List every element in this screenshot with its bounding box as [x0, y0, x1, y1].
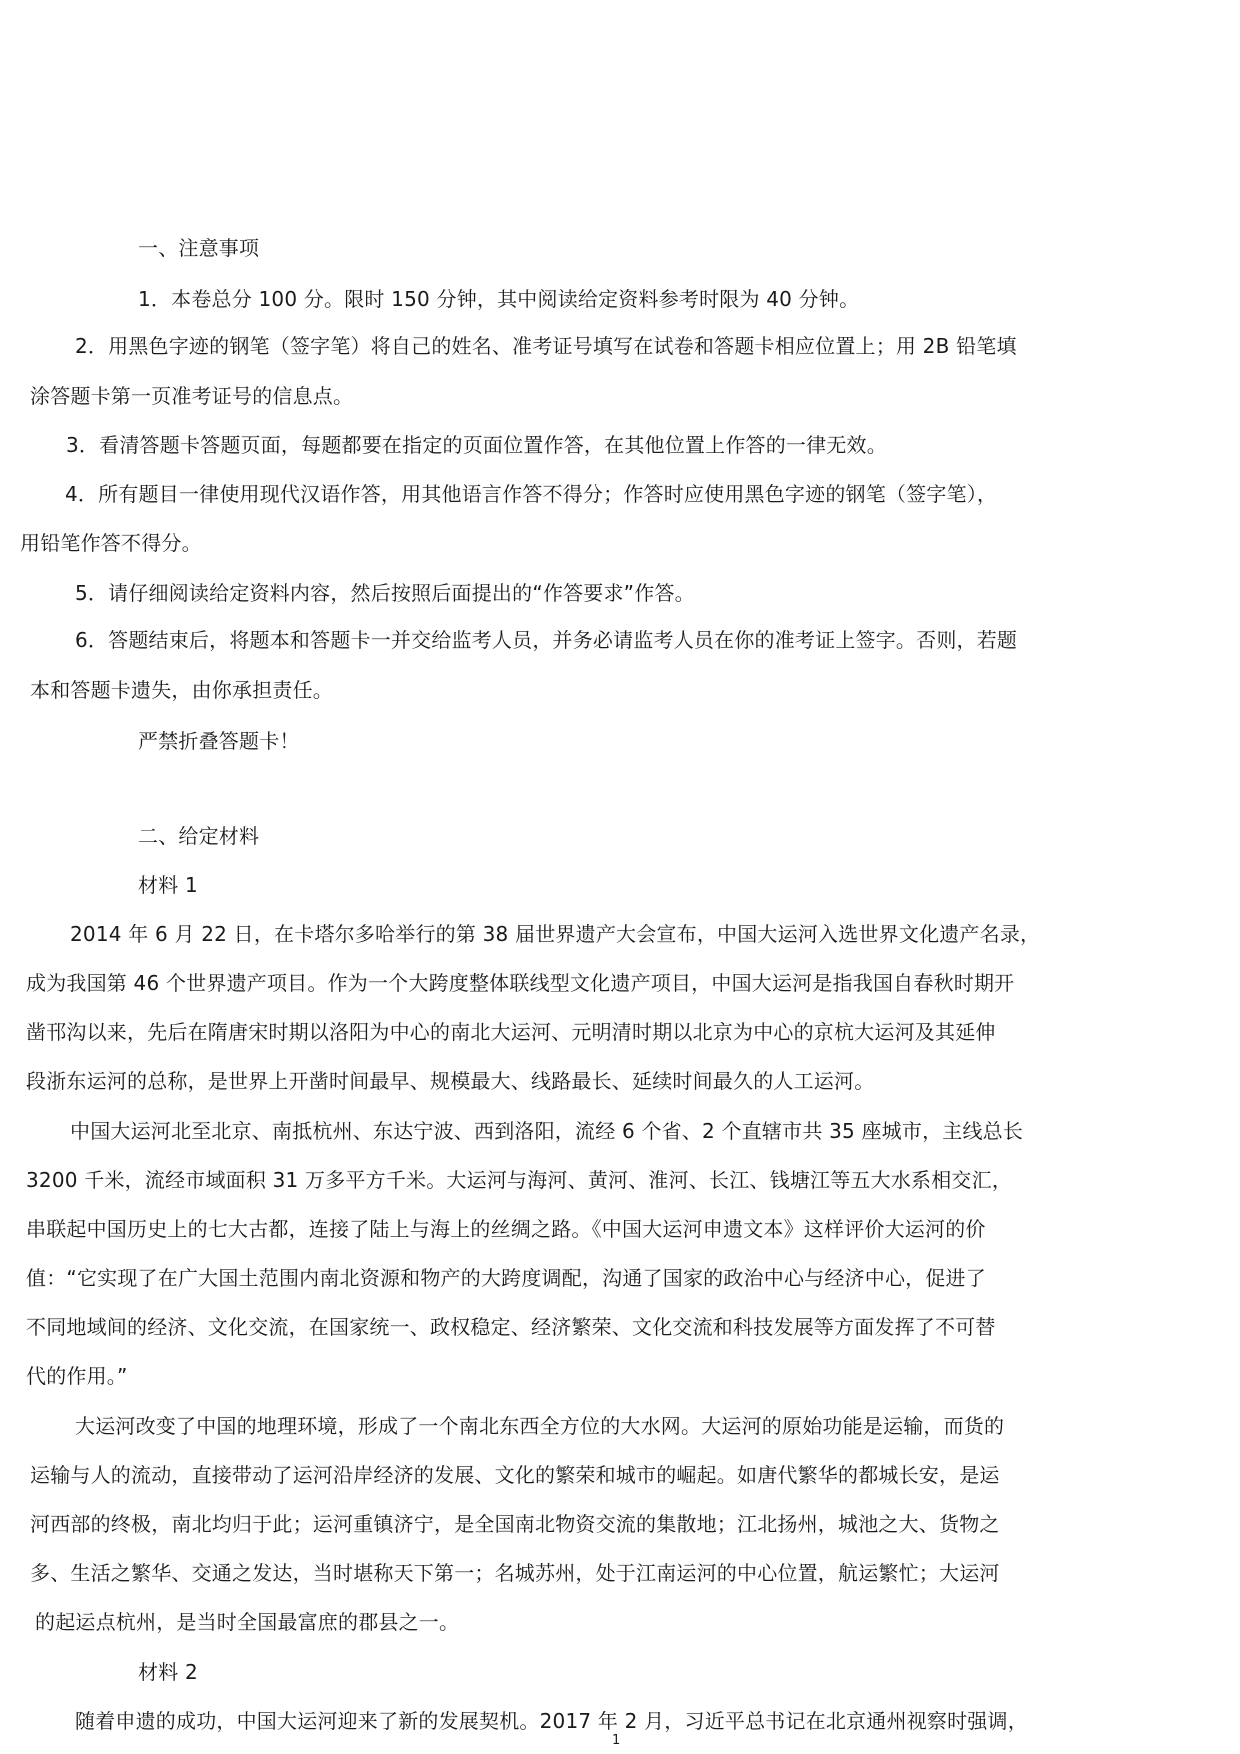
- notice-item-4: 4．所有题目一律使用现代汉语作答，用其他语言作答不得分；作答时应使用黑色字迹的钢笔（签字笔），: [65, 482, 998, 506]
- material-1-line: 多、生活之繁华、交通之发达，当时堪称天下第一；名城苏州，处于江南运河的中心位置，航运繁忙；大运河: [30, 1561, 1000, 1585]
- material-1-line: 大运河改变了中国的地理环境，形成了一个南北东西全方位的大水网。大运河的原始功能是运输，而货的: [75, 1414, 1005, 1438]
- notice-warning: 严禁折叠答题卡！: [138, 729, 300, 753]
- notice-heading: 一、注意事项: [138, 236, 260, 260]
- notice-item-2-cont: 涂答题卡第一页准考证号的信息点。: [30, 384, 354, 408]
- materials-heading: 二、给定材料: [138, 824, 260, 848]
- notice-item-5: 5．请仔细阅读给定资料内容，然后按照后面提出的“作答要求”作答。: [75, 581, 695, 605]
- notice-item-4-cont: 用铅笔作答不得分。: [20, 531, 202, 555]
- material-1-line: 的起运点杭州，是当时全国最富庶的郡县之一。: [35, 1610, 460, 1634]
- material-1-line: 不同地域间的经济、文化交流，在国家统一、政权稳定、经济繁荣、文化交流和科技发展等方面发挥了不可替: [26, 1315, 996, 1339]
- material-1-title: 材料 1: [138, 873, 198, 897]
- notice-item-3: 3．看清答题卡答题页面，每题都要在指定的页面位置作答，在其他位置上作答的一律无效。: [66, 433, 887, 457]
- material-1-line: 值：“它实现了在广大国土范围内南北资源和物产的大跨度调配，沟通了国家的政治中心与经济中心，促进了: [26, 1266, 986, 1290]
- material-1-line: 3200 千米，流经市域面积 31 万多平方千米。大运河与海河、黄河、淮河、长江、钱塘江等五大水系相交汇，: [26, 1168, 1013, 1192]
- material-1-line: 河西部的终极，南北均归于此；运河重镇济宁，是全国南北物资交流的集散地；江北扬州，城池之大、货物之: [30, 1512, 1000, 1536]
- material-1-line: 成为我国第 46 个世界遗产项目。作为一个大跨度整体联线型文化遗产项目，中国大运河是指我国自春秋时期开: [26, 971, 1015, 995]
- material-1-line: 凿邗沟以来，先后在隋唐宋时期以洛阳为中心的南北大运河、元明清时期以北京为中心的京杭大运河及其延伸: [26, 1020, 996, 1044]
- material-1-line: 代的作用。”: [26, 1364, 128, 1388]
- notice-item-6-cont: 本和答题卡遗失，由你承担责任。: [30, 678, 333, 702]
- notice-item-2: 2．用黑色字迹的钢笔（签字笔）将自己的姓名、准考证号填写在试卷和答题卡相应位置上；用 2B 铅笔填: [75, 334, 1017, 358]
- material-2-title: 材料 2: [138, 1660, 198, 1684]
- notice-item-6: 6．答题结束后，将题本和答题卡一并交给监考人员，并务必请监考人员在你的准考证上签字。否则，若题: [75, 628, 1018, 652]
- page-number: 1: [612, 1733, 621, 1748]
- material-1-line: 中国大运河北至北京、南抵杭州、东达宁波、西到洛阳，流经 6 个省、2 个直辖市共 35 座城市，主线总长: [70, 1119, 1024, 1143]
- material-1-line: 运输与人的流动，直接带动了运河沿岸经济的发展、文化的繁荣和城市的崛起。如唐代繁华的都城长安，是运: [30, 1463, 1000, 1487]
- material-1-line: 串联起中国历史上的七大古都，连接了陆上与海上的丝绸之路。《中国大运河申遗文本》这样评价大运河的价: [26, 1217, 986, 1241]
- material-1-line: 段浙东运河的总称，是世界上开凿时间最早、规模最大、线路最长、延续时间最久的人工运河。: [26, 1069, 875, 1093]
- notice-item-1: 1．本卷总分 100 分。限时 150 分钟，其中阅读给定资料参考时限为 40 分钟。: [138, 287, 860, 311]
- material-1-line: 2014 年 6 月 22 日，在卡塔尔多哈举行的第 38 届世界遗产大会宣布，中国大运河入选世界文化遗产名录，: [70, 922, 1041, 946]
- material-2-line: 随着申遗的成功，中国大运河迎来了新的发展契机。2017 年 2 月，习近平总书记在北京通州视察时强调，: [75, 1709, 1028, 1733]
